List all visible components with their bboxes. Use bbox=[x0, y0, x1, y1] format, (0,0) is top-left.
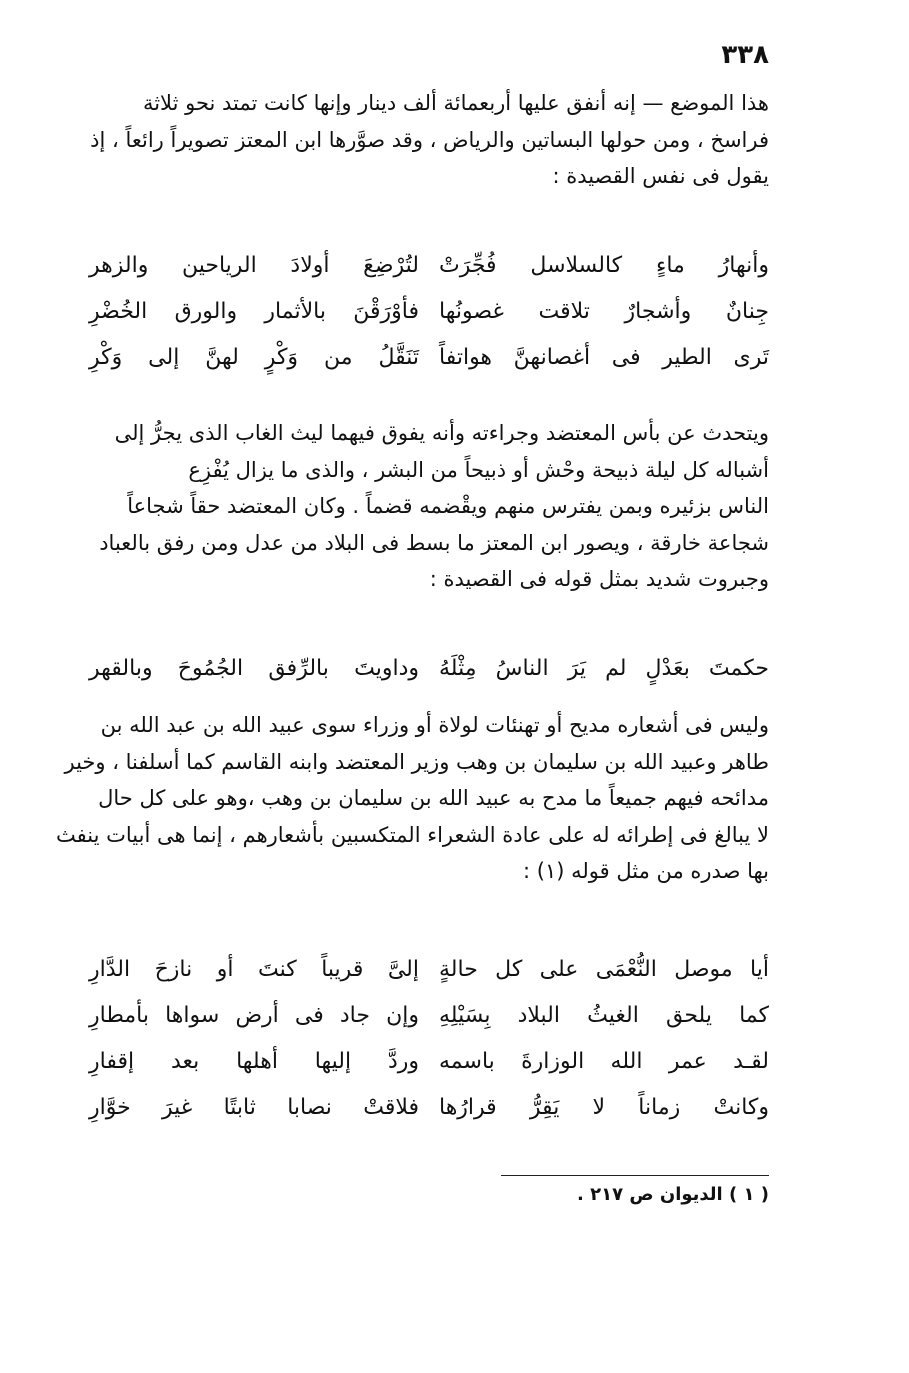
verse-line bbox=[89, 242, 769, 288]
text-line: مدائحه فيهم جميعاً ما مدح به عبيد الله بن سليمان بن وهب ،وهو على كل حال bbox=[98, 786, 769, 811]
verse-line bbox=[89, 334, 769, 380]
verse-second-hemistich: وردَّ إليها أهلها بعد إقفارِ bbox=[89, 1048, 419, 1074]
text-line: يقول فى نفس القصيدة : bbox=[552, 164, 769, 189]
verse-line bbox=[89, 288, 769, 334]
verse-first-hemistich: تَرى الطير فى أغصانهنَّ هواتفاً bbox=[439, 344, 769, 370]
text-line: لا يبالغ فى إطرائه له على عادة الشعراء المتكسبين بأشعارهم ، إنما هى أبيات ينفث bbox=[56, 822, 769, 847]
verse-first-hemistich: لقـد عمر الله الوزارةَ باسمه bbox=[439, 1048, 769, 1074]
verse-block-1 bbox=[89, 242, 769, 380]
text-line: فراسخ ، ومن حولها البساتين والرياض ، وقد صوَّرها ابن المعتز تصويراً رائعاً ، إذ bbox=[90, 127, 769, 152]
text-line: شجاعة خارقة ، ويصور ابن المعتز ما بسط فى البلاد من عدل ومن رفق بالعباد bbox=[99, 530, 769, 555]
verse-block-3 bbox=[89, 946, 769, 1130]
verse-second-hemistich: فلاقتْ نصابا ثابتًا غيرَ خوَّارِ bbox=[89, 1094, 419, 1120]
verse-line bbox=[89, 992, 769, 1038]
verse-line bbox=[89, 1084, 769, 1130]
footnote-separator bbox=[501, 1175, 769, 1176]
text-line: الناس بزئيره وبمن يفترس منهم ويقْضمه قضماً . وكان المعتضد حقاً شجاعاً bbox=[127, 494, 769, 519]
page-number: ٣٣٨ bbox=[721, 40, 769, 70]
verse-line bbox=[89, 946, 769, 992]
verse-first-hemistich: كما يلحق الغيثُ البلاد بِسَيْلِهِ bbox=[439, 1002, 769, 1028]
verse-first-hemistich: حكمتَ بعَدْلٍ لم يَرَ الناسُ مِثْلَهُ bbox=[439, 655, 769, 681]
text-line: أشباله كل ليلة ذبيحة وحْش أو ذبيحاً من البشر ، والذى ما يزال يُفْزِع bbox=[188, 457, 769, 482]
text-line: وليس فى أشعاره مديح أو تهنئات لولاة أو وزراء سوى عبيد الله بن عبد الله بن bbox=[100, 713, 769, 737]
verse-second-hemistich: تَنَقَّلُ من وَكْرٍ لهنَّ إلى وَكْرِ bbox=[89, 344, 419, 370]
paragraph-1 bbox=[89, 85, 769, 195]
verse-first-hemistich: أيا موصل النُّعْمَى على كل حالةٍ bbox=[439, 956, 769, 982]
verse-block-2 bbox=[89, 645, 769, 691]
footnote: ( ١ ) الديوان ص ٢١٧ . bbox=[577, 1184, 769, 1205]
verse-first-hemistich: جِنانٌ وأشجارٌ تلاقت غصونُها bbox=[439, 298, 769, 324]
verse-line bbox=[89, 1038, 769, 1084]
text-line: طاهر وعبيد الله بن سليمان بن وهب وزير المعتضد وابنه القاسم كما أسلفنا ، وخير bbox=[64, 749, 769, 774]
verse-second-hemistich: وداويتَ بالرِّفق الجُمُوحَ وبالقهر bbox=[89, 655, 419, 681]
verse-second-hemistich: لتُرْضِعَ أولادَ الرياحين والزهر bbox=[89, 252, 419, 278]
verse-first-hemistich: وأنهارُ ماءٍ كالسلاسل فُجِّرَتْ bbox=[439, 252, 769, 278]
verse-second-hemistich: إلىَّ قريباً كنتَ أو نازحَ الدَّارِ bbox=[89, 956, 419, 982]
verse-second-hemistich: فأوْرَقْنَ بالأثمار والورق الخُضْرِ bbox=[89, 298, 419, 324]
text-line: وجبروت شديد بمثل قوله فى القصيدة : bbox=[429, 567, 769, 592]
text-line: بها صدره من مثل قوله (١) : bbox=[523, 859, 769, 884]
paragraph-2 bbox=[89, 415, 769, 598]
text-line: ويتحدث عن بأس المعتضد وجراءته وأنه يفوق فيهما ليث الغاب الذى يجرُّ إلى bbox=[114, 421, 769, 445]
verse-second-hemistich: وإن جاد فى أرض سواها بأمطارِ bbox=[89, 1002, 419, 1028]
verse-line bbox=[89, 645, 769, 691]
paragraph-3 bbox=[56, 707, 769, 890]
verse-first-hemistich: وكانتْ زماناً لا يَقِرُّ قرارُها bbox=[439, 1094, 769, 1120]
text-line: هذا الموضع — إنه أنفق عليها أربعمائة ألف دينار وإنها كانت تمتد نحو ثلاثة bbox=[142, 91, 769, 115]
